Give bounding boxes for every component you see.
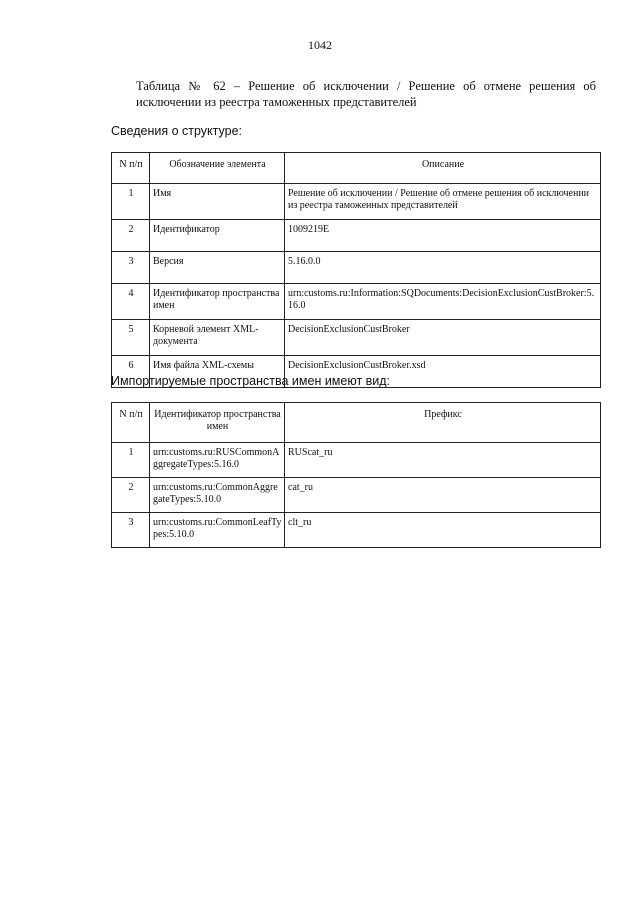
namespace-identifier: urn:customs.ru:CommonAggregateTypes:5.10.0 bbox=[150, 478, 285, 513]
namespace-identifier: urn:customs.ru:CommonLeafTypes:5.10.0 bbox=[150, 513, 285, 548]
table-header-row bbox=[112, 153, 601, 184]
namespace-prefix: RUScat_ru bbox=[285, 443, 601, 478]
table-header-row bbox=[112, 403, 601, 443]
row-number: 6 bbox=[112, 356, 150, 388]
row-number: 3 bbox=[112, 252, 150, 284]
column-header-number: N п/п bbox=[112, 153, 150, 184]
row-number: 5 bbox=[112, 320, 150, 356]
namespace-prefix: clt_ru bbox=[285, 513, 601, 548]
namespace-identifier: urn:customs.ru:RUSCommonAggregateTypes:5.16.0 bbox=[150, 443, 285, 478]
column-header-number: N п/п bbox=[112, 403, 150, 443]
table-caption: Таблица № 62 – Решение об исключении / Решение об отмене решения об исключении из реестра таможенных представителей bbox=[136, 79, 596, 109]
element-description: 5.16.0.0 bbox=[285, 252, 601, 284]
element-description: Решение об исключении / Решение об отмене решения об исключении из реестра таможенных представителей bbox=[285, 184, 601, 220]
row-number: 2 bbox=[112, 478, 150, 513]
namespaces-table bbox=[111, 402, 601, 548]
element-name: Версия bbox=[150, 252, 285, 284]
table-row bbox=[112, 284, 601, 320]
element-name: Имя bbox=[150, 184, 285, 220]
table-row bbox=[112, 252, 601, 284]
namespaces-heading: Импортируемые пространства имен имеют вид: bbox=[111, 374, 391, 388]
row-number: 2 bbox=[112, 220, 150, 252]
row-number: 3 bbox=[112, 513, 150, 548]
table-row bbox=[112, 184, 601, 220]
element-name: Корневой элемент XML-документа bbox=[150, 320, 285, 356]
column-header-description: Описание bbox=[285, 153, 601, 184]
table-row bbox=[112, 220, 601, 252]
table-row bbox=[112, 320, 601, 356]
element-name: Идентификатор bbox=[150, 220, 285, 252]
namespace-prefix: cat_ru bbox=[285, 478, 601, 513]
page-number: 1042 bbox=[308, 38, 332, 52]
element-name: Имя файла XML-схемы bbox=[150, 356, 285, 388]
table-row bbox=[112, 513, 601, 548]
element-description: DecisionExclusionCustBroker.xsd bbox=[285, 356, 601, 388]
table-row bbox=[112, 443, 601, 478]
column-header-namespace: Идентификатор пространства имен bbox=[150, 403, 285, 443]
table-row bbox=[112, 478, 601, 513]
column-header-prefix: Префикс bbox=[285, 403, 601, 443]
row-number: 1 bbox=[112, 443, 150, 478]
column-header-element: Обозначение элемента bbox=[150, 153, 285, 184]
element-description: DecisionExclusionCustBroker bbox=[285, 320, 601, 356]
element-name: Идентификатор пространства имен bbox=[150, 284, 285, 320]
structure-table bbox=[111, 152, 601, 388]
row-number: 1 bbox=[112, 184, 150, 220]
row-number: 4 bbox=[112, 284, 150, 320]
element-description: urn:customs.ru:Information:SQDocuments:DecisionExclusionCustBroker:5.16.0 bbox=[285, 284, 601, 320]
structure-heading: Сведения о структуре: bbox=[111, 124, 242, 138]
element-description: 1009219E bbox=[285, 220, 601, 252]
